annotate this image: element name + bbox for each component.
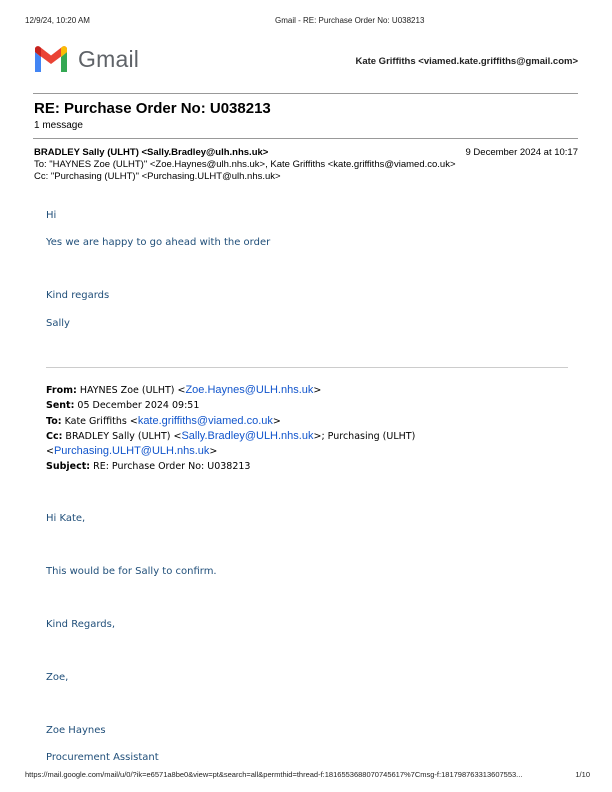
quoted-body-line: Zoe, [46, 672, 69, 683]
body-line: Sally [46, 318, 70, 329]
quoted-body-line: Kind Regards, [46, 619, 115, 630]
quoted-sent: Sent: 05 December 2024 09:51 [46, 400, 200, 411]
quoted-signature-name: Zoe Haynes [46, 725, 106, 736]
quoted-from: From: HAYNES Zoe (ULHT) <Zoe.Haynes@ULH.nhs.uk> [46, 384, 322, 396]
message-to: To: "HAYNES Zoe (ULHT)" <Zoe.Haynes@ulh.nhs.uk>, Kate Griffiths <kate.griffiths@viamed.co.uk> [34, 159, 456, 170]
quoted-subject: Subject: RE: Purchase Order No: U038213 [46, 461, 251, 472]
to-email-link[interactable]: kate.griffiths@viamed.co.uk [137, 415, 273, 427]
message-cc: Cc: "Purchasing (ULHT)" <Purchasing.ULHT@ulh.nhs.uk> [34, 171, 281, 182]
gmail-logo[interactable] [33, 46, 69, 74]
message-date: 9 December 2024 at 10:17 [465, 147, 578, 158]
print-page-number: 1/10 [575, 770, 590, 779]
print-datetime: 12/9/24, 10:20 AM [25, 16, 90, 25]
quoted-to: To: Kate Griffiths <kate.griffiths@viamed.co.uk> [46, 415, 281, 427]
cc-email-link[interactable]: Sally.Bradley@ULH.nhs.uk [181, 430, 314, 442]
quoted-signature-title: Procurement Assistant [46, 752, 159, 763]
message-count: 1 message [34, 120, 83, 131]
body-line: Kind regards [46, 290, 110, 301]
quote-separator [46, 367, 568, 368]
gmail-m-icon [33, 46, 69, 74]
thread-subject: RE: Purchase Order No: U038213 [34, 100, 271, 117]
print-title: Gmail - RE: Purchase Order No: U038213 [275, 16, 425, 25]
body-line: Hi [46, 210, 57, 221]
subject-divider [33, 138, 578, 139]
from-email-link[interactable]: Zoe.Haynes@ULH.nhs.uk [185, 384, 314, 396]
gmail-wordmark: Gmail [78, 46, 140, 72]
quoted-cc: Cc: BRADLEY Sally (ULHT) <Sally.Bradley@ULH.nhs.uk>; Purchasing (ULHT) [46, 430, 416, 442]
quoted-body-line: Hi Kate, [46, 513, 86, 524]
account-email: Kate Griffiths <viamed.kate.griffiths@gmail.com> [355, 56, 578, 67]
print-footer-url: https://mail.google.com/mail/u/0/?ik=e6571a8be0&view=pt&search=all&permthid=thread-f:1816553688070745617%7Cmsg-f:181798763313607553... [25, 770, 523, 779]
quoted-cc-continued: <Purchasing.ULHT@ULH.nhs.uk> [46, 445, 218, 457]
purchasing-email-link[interactable]: Purchasing.ULHT@ULH.nhs.uk [53, 445, 210, 457]
body-line: Yes we are happy to go ahead with the order [46, 237, 271, 248]
header-divider [33, 93, 578, 94]
message-from: BRADLEY Sally (ULHT) <Sally.Bradley@ulh.nhs.uk> [34, 147, 269, 158]
quoted-body-line: This would be for Sally to confirm. [46, 566, 217, 577]
